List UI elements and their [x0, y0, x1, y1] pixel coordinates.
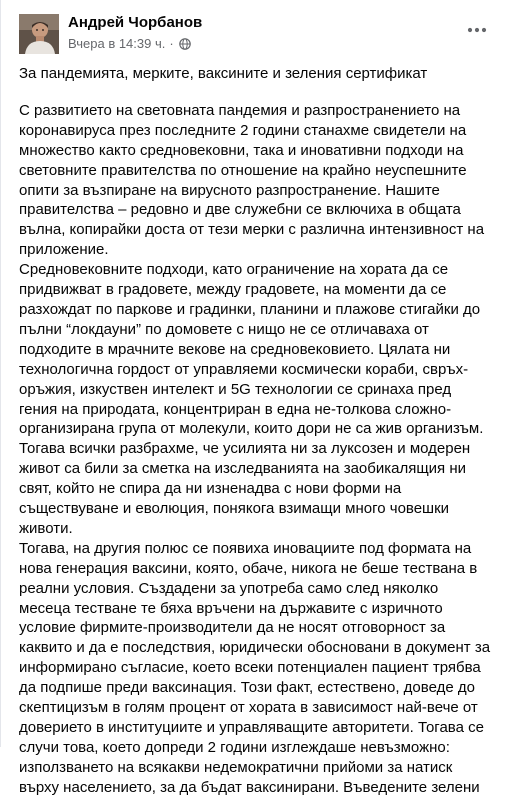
post-paragraph: Тогава, на другия полюс се появиха иновациите под формата на нова генерация ваксини, която, обаче, никога не беше тествана в реални условия. Създадени за употреба само след няколко месеца тестване те бяха връчени на държавите с изричното условие фирмите-производители да не носят отговорност за каквито и да е последствия, юридически обосновани в документ за информирано съгласие, което всеки потенциален пациент трябва да подпише преди ваксинация. Този факт, естествено, доведе до скептицизъм в голям процент от хората в зависимост най-вече от доверието в институциите и управляващите авторитети. Тогава се случи това, което допреди 2 години изглеждаше невъзможно: използването на всякакви недемократични прийоми за натиск върху населението, за да бъдат ваксинирани. Въведените зелени: [19, 539, 491, 796]
globe-icon[interactable]: [179, 38, 191, 50]
post-timestamp[interactable]: Вчера в 14:39 ч.: [68, 36, 166, 51]
meta-separator: ·: [169, 36, 174, 51]
avatar-photo: [19, 14, 59, 54]
post-meta: [68, 36, 191, 51]
more-options-icon[interactable]: [463, 18, 491, 42]
avatar[interactable]: [19, 14, 59, 54]
post-paragraph: Средновековните подходи, като ограничение на хората да се придвижват в градовете, между градовете, на моменти да се разхождат по парковe и градинки, планини и плажове стигайки до пълни “локдауни” по домовете с нищо не се отличаваха от подходите в мрачните векове на средновековието. Цялата ни технологична гордост от управляеми космически кораби, свръх-оръжия, изкуствен интелект и 5G технологии се сринаха пред гения на природата, концентриран в една не-толкова сложно-организирана група от молекули, които дори не са жив организъм. Тогава всички разбрахме, че усилията ни за луксозен и модерен живот са били за сметка на изследванията на заобикалящия ни свят, който не спира да ни изненадва с нови форми на съществуване и еволюция, понякога взимащи много човешки животи.: [19, 261, 484, 537]
post-title: За пандемията, мерките, ваксините и зеления сертификат: [19, 65, 428, 82]
post-body: [19, 64, 493, 798]
author-name[interactable]: Андрей Чорбанов: [68, 14, 203, 31]
post-paragraph: С развитието на световната пандемия и разпространението на коронавируса през последните 2 години станахме свидетели на множество както средновековни, така и иновативни подходи на световните правителства по отношение на крайно неуспешните опити за възпиране на вирусното разпространение. Нашите правителства – редовно и две служебни се включиха в общата вълна, копирайки доста от тези мерки с различна интензивност на приложение.: [19, 101, 485, 259]
post-header: [1, 0, 505, 58]
